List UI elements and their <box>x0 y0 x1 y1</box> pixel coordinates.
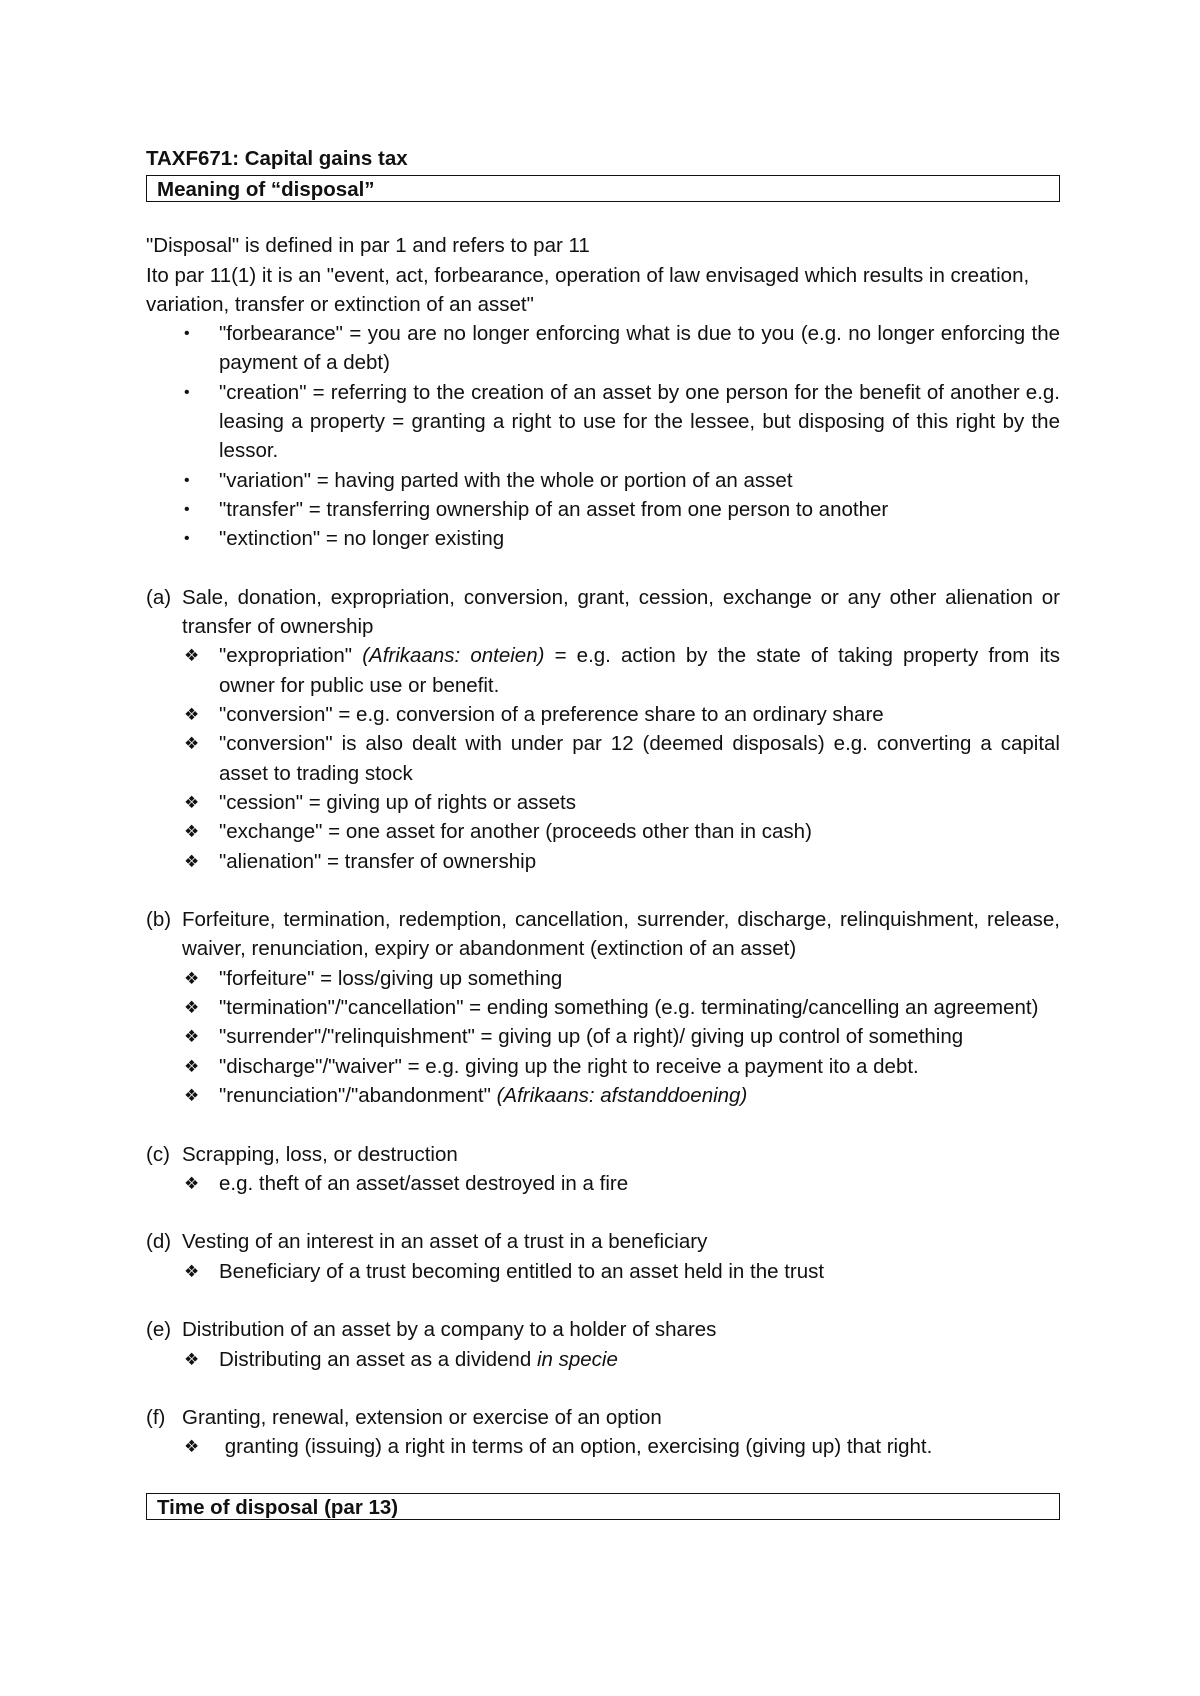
list-item: ❖ "surrender"/"relinquishment" = giving up (of a right)/ giving up control of something <box>182 1022 1060 1051</box>
bullet-icon: • <box>184 471 190 489</box>
bullet-icon: • <box>184 383 190 401</box>
list-item: • "creation" = referring to the creation of an asset by one person for the benefit of another e.g. leasing a property = granting a right to use for the lessee, but disposing of this right by the lessor. <box>146 378 1060 466</box>
diamond-bullet-icon: ❖ <box>184 822 200 842</box>
section-b-list <box>182 964 1060 1110</box>
list-item: ❖ granting (issuing) a right in terms of an option, exercising (giving up) that right. <box>182 1432 1060 1461</box>
section-label: (c) <box>146 1142 170 1166</box>
diamond-bullet-icon: ❖ <box>184 1437 200 1457</box>
section-f-list <box>182 1432 1060 1461</box>
diamond-bullet-icon: ❖ <box>184 646 200 666</box>
diamond-bullet-icon: ❖ <box>184 1261 200 1281</box>
section-label: (d) <box>146 1230 172 1254</box>
section-label: (b) <box>146 908 172 932</box>
diamond-bullet-icon: ❖ <box>184 998 200 1018</box>
section-heading: Sale, donation, expropriation, conversion, grant, cession, exchange or any other alienation or transfer of ownership <box>182 585 1060 639</box>
section-f <box>146 1403 1060 1462</box>
diamond-bullet-icon: ❖ <box>184 1056 200 1076</box>
section-b <box>146 905 1060 1110</box>
list-item: ❖ "renunciation"/"abandonment" (Afrikaans: afstanddoening) <box>182 1081 1060 1110</box>
list-item: ❖ "conversion" = e.g. conversion of a preference share to an ordinary share <box>182 700 1060 729</box>
section-d <box>146 1227 1060 1286</box>
section-c <box>146 1140 1060 1199</box>
section-e <box>146 1315 1060 1374</box>
section-d-list <box>182 1257 1060 1286</box>
list-item: • "variation" = having parted with the whole or portion of an asset <box>146 466 1060 495</box>
list-item: • "forbearance" = you are no longer enforcing what is due to you (e.g. no longer enforcing the payment of a debt) <box>146 319 1060 378</box>
diamond-bullet-icon: ❖ <box>184 792 200 812</box>
list-item: ❖ Beneficiary of a trust becoming entitled to an asset held in the trust <box>182 1257 1060 1286</box>
section-heading: Granting, renewal, extension or exercise of an option <box>182 1406 662 1430</box>
section-heading-meaning: Meaning of “disposal” <box>146 175 1060 202</box>
section-heading-time-of-disposal: Time of disposal (par 13) <box>146 1493 1060 1520</box>
diamond-bullet-icon: ❖ <box>184 1085 200 1105</box>
diamond-bullet-icon: ❖ <box>184 705 200 725</box>
diamond-bullet-icon: ❖ <box>184 1349 200 1369</box>
list-item: ❖ "alienation" = transfer of ownership <box>182 847 1060 876</box>
document-page <box>146 144 1060 1520</box>
intro-line-1: "Disposal" is defined in par 1 and refers to par 11 <box>146 234 590 258</box>
list-item: ❖ "conversion" is also dealt with under par 12 (deemed disposals) e.g. converting a capital asset to trading stock <box>182 729 1060 788</box>
bullet-icon: • <box>184 500 190 518</box>
bullet-icon: • <box>184 530 190 548</box>
list-item: • "transfer" = transferring ownership of an asset from one person to another <box>146 495 1060 524</box>
section-label: (f) <box>146 1406 166 1430</box>
diamond-bullet-icon: ❖ <box>184 968 200 988</box>
section-heading: Vesting of an interest in an asset of a trust in a beneficiary <box>182 1230 708 1254</box>
section-heading: Scrapping, loss, or destruction <box>182 1142 458 1166</box>
list-item: ❖ Distributing an asset as a dividend in specie <box>182 1345 1060 1374</box>
list-item: ❖ "discharge"/"waiver" = e.g. giving up the right to receive a payment ito a debt. <box>182 1052 1060 1081</box>
diamond-bullet-icon: ❖ <box>184 734 200 754</box>
list-item: ❖ e.g. theft of an asset/asset destroyed in a fire <box>182 1169 1060 1198</box>
list-item: ❖ "forfeiture" = loss/giving up something <box>182 964 1060 993</box>
section-heading: Forfeiture, termination, redemption, cancellation, surrender, discharge, relinquishment, release, waiver, renunciation, expiry or abandonment (extinction of an asset) <box>182 908 1060 961</box>
intro-line-2: Ito par 11(1) it is an "event, act, forbearance, operation of law envisaged which results in creation, variation, transfer or extinction of an asset" <box>146 263 1030 316</box>
document-title: TAXF671: Capital gains tax <box>146 147 408 170</box>
section-a-list <box>182 641 1060 875</box>
bullet-icon: • <box>184 325 190 343</box>
diamond-bullet-icon: ❖ <box>184 1027 200 1047</box>
list-item: • "extinction" = no longer existing <box>146 524 1060 553</box>
diamond-bullet-icon: ❖ <box>184 851 200 871</box>
section-a <box>146 583 1060 876</box>
section-e-list <box>182 1345 1060 1374</box>
list-item: ❖ "termination"/"cancellation" = ending something (e.g. terminating/cancelling an agreement) <box>182 993 1060 1022</box>
section-label: (a) <box>146 585 172 609</box>
section-label: (e) <box>146 1318 172 1342</box>
diamond-bullet-icon: ❖ <box>184 1173 200 1193</box>
list-item: ❖ "cession" = giving up of rights or assets <box>182 788 1060 817</box>
section-c-list <box>182 1169 1060 1198</box>
list-item: ❖ "expropriation" (Afrikaans: onteien) = e.g. action by the state of taking property from its owner for public use or benefit. <box>182 641 1060 700</box>
definitions-list <box>146 319 1060 553</box>
list-item: ❖ "exchange" = one asset for another (proceeds other than in cash) <box>182 817 1060 846</box>
section-heading: Distribution of an asset by a company to a holder of shares <box>182 1318 717 1342</box>
